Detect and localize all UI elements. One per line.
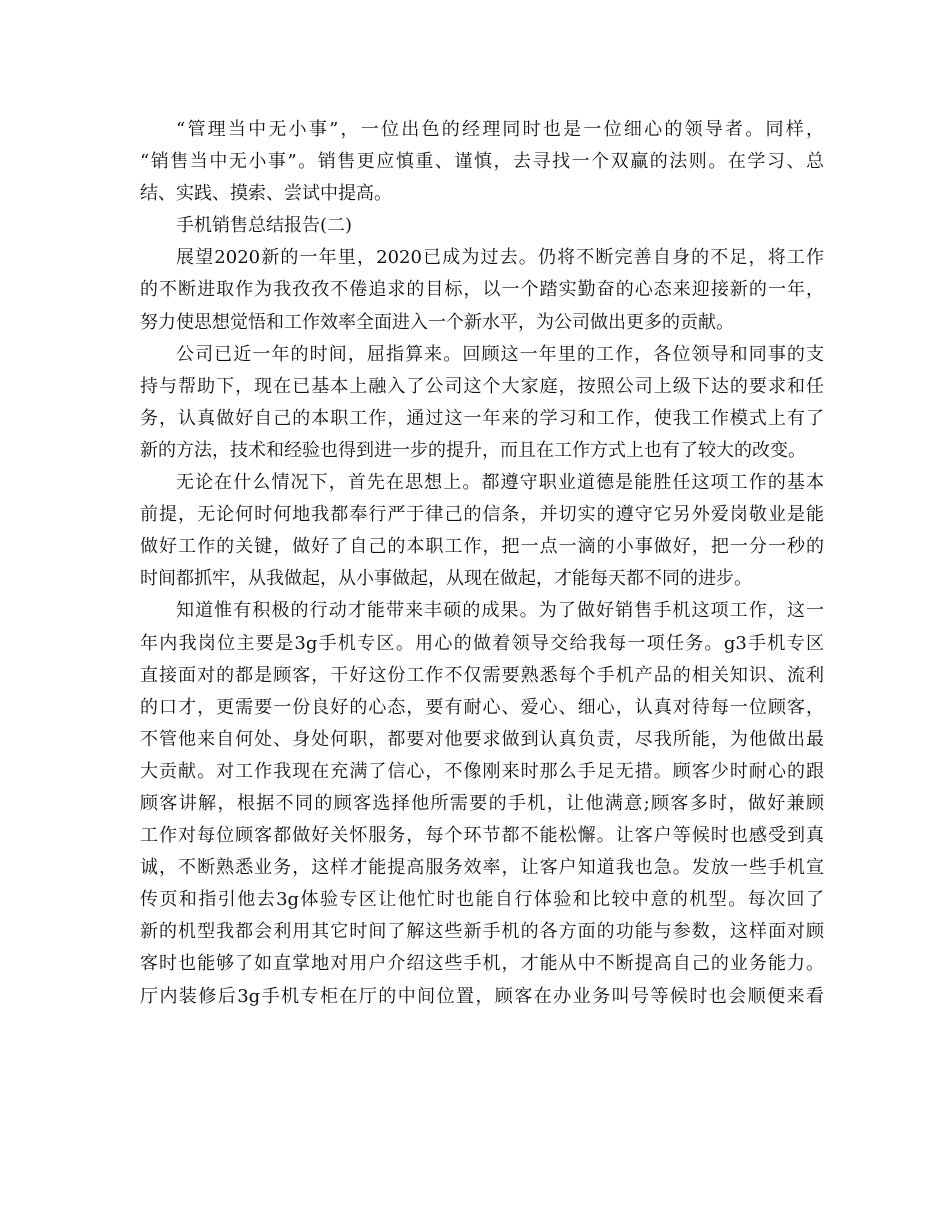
paragraph-line: “管理当中无小事”，一位出色的经理同时也是一位细心的领导者。同样， — [176, 119, 824, 140]
paragraph-line: 的不断进取作为我孜孜不倦追求的目标，以一个踏实勤奋的心态来迎接新的一年， — [140, 279, 824, 301]
paragraph-line: 知道惟有积极的行动才能带来丰硕的成果。为了做好销售手机这项工作，这一 — [176, 600, 824, 622]
paragraph-line: 公司已近一年的时间，屈指算来。回顾这一年里的工作，各位领导和同事的支 — [176, 343, 824, 365]
paragraph-line: 无论在什么情况下，首先在思想上。都遵守职业道德是能胜任这项工作的基本 — [176, 472, 824, 494]
paragraph-line: 工作对每位顾客都做好关怀服务，每个环节都不能松懈。让客户等候时也感受到真 — [140, 825, 824, 847]
paragraph-line: 不管他来自何处、身处何职，都要对他要求做到认真负责，尽我所能，为他做出最 — [140, 728, 824, 750]
paragraph-line: 持与帮助下，现在已基本上融入了公司这个大家庭，按照公司上级下达的要求和任 — [140, 375, 824, 397]
paragraph-line: 年内我岗位主要是3g手机专区。用心的做着领导交给我每一项任务。g3手机专区 — [140, 632, 824, 654]
paragraph-line: 厅内装修后3g手机专柜在厅的中间位置，顾客在办业务叫号等候时也会顺便来看 — [140, 985, 824, 1007]
paragraph-line: 展望2020新的一年里，2020已成为过去。仍将不断完善自身的不足，将工作 — [176, 247, 824, 269]
paragraph-line: 传页和指引他去3g体验专区让他忙时也能自行体验和比较中意的机型。每次回了 — [140, 889, 824, 911]
paragraph-line: 结、实践、摸索、尝试中提高。 — [140, 183, 392, 205]
paragraph-line: 客时也能够了如直掌地对用户介绍这些手机，才能从中不断提高自己的业务能力。 — [140, 953, 824, 975]
paragraph-line: 努力使思想觉悟和工作效率全面进入一个新水平，为公司做出更多的贡献。 — [140, 311, 734, 333]
paragraph-line: 前提，无论何时何地我都奉行严于律己的信条，并切实的遵守它另外爱岗敬业是能 — [140, 504, 824, 526]
paragraph-line: 新的方法，技术和经验也得到进一步的提升，而且在工作方式上也有了较大的改变。 — [140, 439, 806, 461]
paragraph-line: “销售当中无小事”。销售更应慎重、谨慎，去寻找一个双赢的法则。在学习、总 — [140, 151, 824, 173]
document-body — [140, 114, 824, 1013]
section-heading: 手机销售总结报告(二) — [176, 215, 353, 237]
paragraph-line: 做好工作的关键，做好了自己的本职工作，把一点一滴的小事做好，把一分一秒的 — [140, 536, 824, 558]
paragraph-line: 直接面对的都是顾客，干好这份工作不仅需要熟悉每个手机产品的相关知识、流利 — [140, 664, 824, 686]
paragraph-line: 新的机型我都会利用其它时间了解这些新手机的各方面的功能与参数，这样面对顾 — [140, 921, 824, 943]
paragraph-line: 顾客讲解，根据不同的顾客选择他所需要的手机，让他满意;顾客多时，做好兼顾 — [140, 792, 824, 814]
paragraph-line: 务，认真做好自己的本职工作，通过这一年来的学习和工作，使我工作模式上有了 — [140, 407, 824, 429]
paragraph-line: 时间都抓牢，从我做起，从小事做起，从现在做起，才能每天都不同的进步。 — [140, 568, 752, 590]
paragraph-line: 大贡献。对工作我现在充满了信心，不像刚来时那么手足无措。顾客少时耐心的跟 — [140, 760, 824, 782]
paragraph-line: 的口才，更需要一份良好的心态，要有耐心、爱心、细心，认真对待每一位顾客， — [140, 696, 824, 718]
paragraph-line: 诚，不断熟悉业务，这样才能提高服务效率，让客户知道我也急。发放一些手机宣 — [140, 857, 824, 879]
